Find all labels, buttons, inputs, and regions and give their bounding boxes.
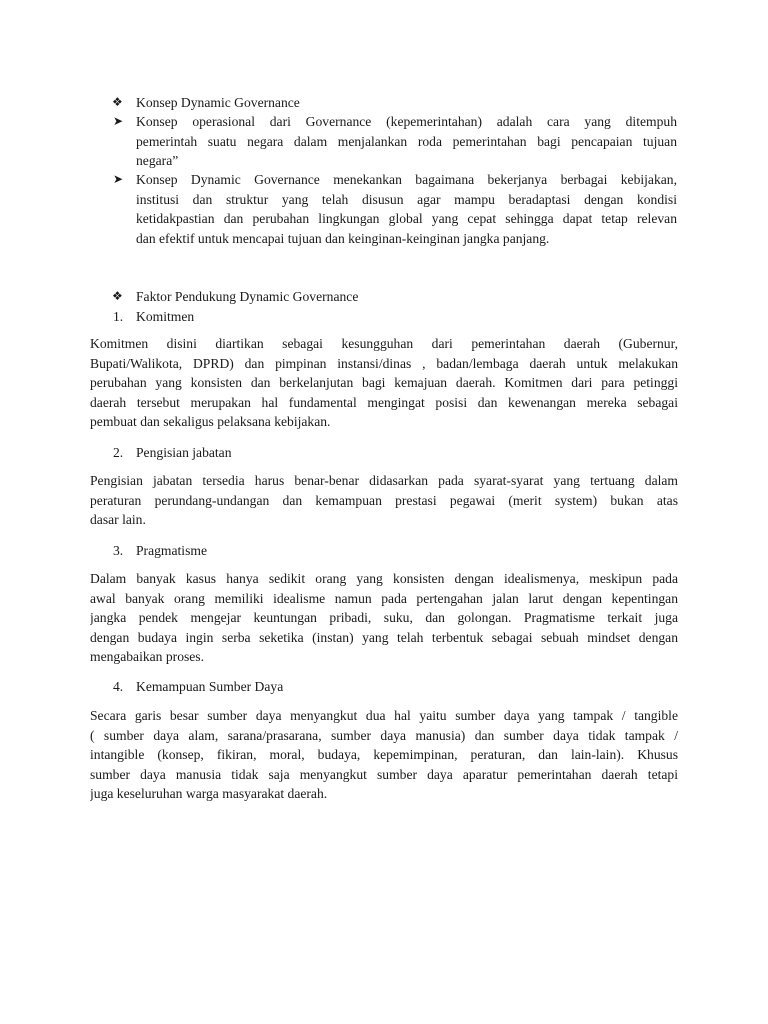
factor-number: 2. [113, 445, 124, 460]
section-heading-faktor: Faktor Pendukung Dynamic Governance [136, 289, 359, 304]
factor-paragraph: Pengisian jabatan tersedia harus benar-benar didasarkan pada syarat-syarat yang tertuang dalam peraturan perundang-undangan dan kemampuan prestasi pegawai (merit system) bukan atas dasar lain. [90, 473, 678, 528]
diamond-bullet-icon: ❖ [112, 289, 123, 303]
diamond-bullet-icon: ❖ [112, 95, 123, 109]
factor-title: Komitmen [136, 309, 195, 324]
factor-title: Pengisian jabatan [136, 445, 232, 460]
factor-number: 1. [113, 309, 124, 324]
arrow-bullet-icon: ➤ [113, 172, 124, 186]
arrow-bullet-icon: ➤ [113, 114, 124, 128]
factor-title: Pragmatisme [136, 543, 207, 558]
factor-title: Kemampuan Sumber Daya [136, 679, 284, 694]
factor-number: 3. [113, 543, 124, 558]
concept-item-2: Konsep Dynamic Governance menekankan bagaimana bekerjanya berbagai kebijakan, institusi dan struktur yang telah disusun agar mampu beradaptasi dengan kondisi ketidakpastian dan perubahan lingkungan global yang cepat sehingga dapat tetap relevan dan efektif untuk mencapai tujuan dan keinginan-keinginan jangka panjang. [136, 172, 677, 246]
section-heading-konsep: Konsep Dynamic Governance [136, 95, 300, 110]
concept-item-1: Konsep operasional dari Governance (kepemerintahan) adalah cara yang ditempuh pemerintah suatu negara dalam menjalankan roda pemerintahan bagi pencapaian tujuan negara” [136, 114, 677, 169]
factor-number: 4. [113, 679, 124, 694]
factor-paragraph: Dalam banyak kasus hanya sedikit orang yang konsisten dengan idealismenya, meskipun pada awal banyak orang memiliki idealisme namun pada pertengahan jalan larut dengan kepentingan jangka pendek mengejar keuntungan pribadi, suku, dan golongan. Pragmatisme terkait juga dengan budaya ingin serba seketika (instan) yang telah terbentuk sebagai sebuah mindset dengan mengabaikan proses. [90, 571, 678, 665]
factor-paragraph: Secara garis besar sumber daya menyangkut dua hal yaitu sumber daya yang tampak / tangible ( sumber daya alam, sarana/prasarana, sumber daya manusia) dan sumber daya tidak tampak / intangible (konsep, fikiran, moral, budaya, kepemimpinan, peraturan, dan lain-lain). Khusus sumber daya manusia tidak saja menyangkut sumber daya aparatur pemerintahan daerah tetapi juga keseluruhan warga masyarakat daerah. [90, 708, 678, 802]
factor-paragraph: Komitmen disini diartikan sebagai kesungguhan dari pemerintahan daerah (Gubernur, Bupati/Walikota, DPRD) dan pimpinan instansi/dinas , badan/lembaga daerah untuk melakukan perubahan yang konsisten dan berkelanjutan bagi kemajuan daerah. Komitmen dari para petinggi daerah tersebut merupakan hal fundamental mengingat posisi dan kewenangan mereka sebagai pembuat dan sekaligus pelaksana kebijakan. [90, 336, 678, 430]
